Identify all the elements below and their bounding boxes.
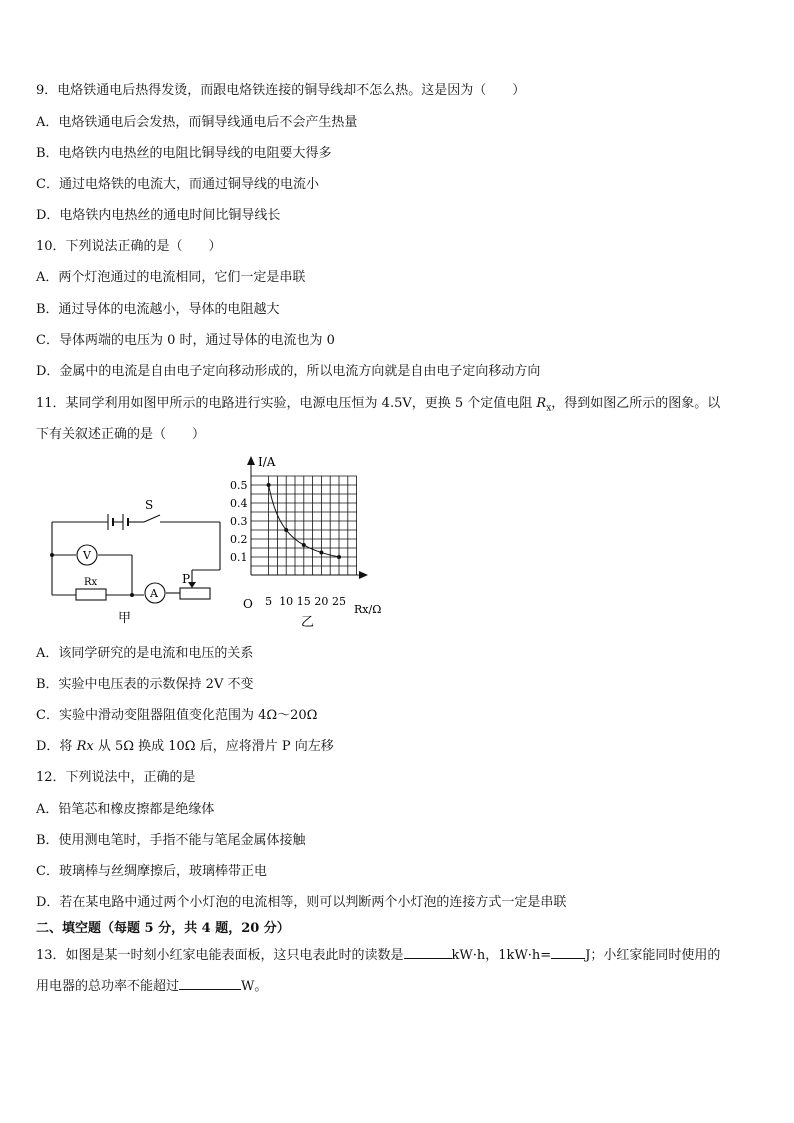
rheostat-icon (180, 588, 210, 599)
q13-line2-part2: W。 (241, 979, 268, 994)
q11-stem-r-subscript: x (546, 403, 552, 414)
q10-option-a: A．两个灯泡通过的电流相同，它们一定是串联 (36, 270, 306, 285)
junction-dot (130, 593, 134, 597)
x-tick-label: 15 (296, 595, 311, 608)
switch-blade (144, 515, 160, 522)
y-tick-label: 0.3 (230, 515, 248, 528)
q13-blank-2[interactable] (551, 946, 585, 959)
junction-dot (50, 553, 54, 557)
origin-label: O (243, 597, 253, 611)
q13-line1 (36, 946, 720, 965)
q10-option-b: B．通过导体的电流越小，导体的电阻越大 (36, 302, 280, 317)
ammeter-label: A (150, 587, 158, 600)
q13-blank-3[interactable] (179, 977, 241, 990)
x-tick-label: 25 (332, 595, 346, 608)
x-axis-label: Rx/Ω (354, 603, 382, 616)
q9-option-b: B．电烙铁内电热丝的电阻比铜导线的电阻要大得多 (36, 146, 332, 161)
x-axis-arrow-icon (359, 571, 368, 579)
q10-stem: 10．下列说法正确的是（ ） (36, 239, 222, 254)
q10-option-c: C．导体两端的电压为 0 时，通过导体的电流也为 0 (36, 333, 335, 348)
x-tick-label: 10 (279, 595, 294, 608)
x-tick-label: 20 (314, 595, 329, 608)
q9-option-a: A．电烙铁通电后会发热，而铜导线通电后不会产生热量 (36, 115, 358, 130)
q9-option-d: D．电烙铁内电热丝的通电时间比铜导线长 (36, 208, 281, 223)
q9-stem: 9．电烙铁通电后热得发烫，而跟电烙铁连接的铜导线却不怎么热。这是因为（ ） (36, 83, 526, 98)
y-axis-label: I/A (258, 455, 276, 469)
q12-stem: 12．下列说法中，正确的是 (36, 770, 196, 785)
q12-option-c: C．玻璃棒与丝绸摩擦后，玻璃棒带正电 (36, 864, 267, 879)
q11-stem-line2: 下有关叙述正确的是（ ） (36, 427, 206, 442)
q13-blank-1[interactable] (404, 946, 452, 959)
y-axis-arrow-icon (247, 456, 255, 465)
q11-stem-part1: 11．某同学利用如图甲所示的电路进行实验，电源电压恒为 4.5V，更换 5 个定值电阻 (36, 396, 537, 411)
y-tick-label: 0.1 (230, 551, 248, 564)
data-point (337, 555, 341, 559)
q10-option-d: D．金属中的电流是自由电子定向移动形成的，所以电流方向就是自由电子定向移动方向 (36, 364, 541, 379)
resistor-rx-label: Rx (84, 577, 98, 588)
q9-option-c: C．通过电烙铁的电流大，而通过铜导线的电流小 (36, 177, 319, 192)
q11-option-d (36, 738, 334, 756)
q11-option-a: A．该同学研究的是电流和电压的关系 (36, 646, 254, 661)
slider-label: P (182, 572, 191, 586)
data-point (302, 543, 306, 547)
q11-stem-r-symbol: R (536, 396, 547, 411)
y-tick-label: 0.5 (230, 479, 248, 492)
q11-option-d-part1: D．将 (36, 739, 77, 754)
data-point (319, 551, 323, 555)
q13-line1-part2: kW·h，1kW·h= (451, 948, 552, 963)
circuit-diagram (40, 492, 230, 632)
graph-caption: 乙 (301, 615, 315, 630)
x-tick-label: 5 (265, 595, 273, 608)
data-point (267, 483, 271, 487)
graph-i-vs-r (228, 450, 396, 632)
q11-option-d-part2: 从 5Ω 换成 10Ω 后，应将滑片 P 向左移 (93, 739, 334, 754)
q13-line1-part1: 13．如图是某一时刻小红家电能表面板，这只电表此时的读数是 (36, 948, 404, 963)
section-heading: 二、填空题（每题 5 分，共 4 题，20 分） (36, 921, 290, 936)
q13-line2 (36, 977, 267, 996)
data-point (284, 528, 288, 532)
q12-option-d: D．若在某电路中通过两个小灯泡的电流相等，则可以判断两个小灯泡的连接方式一定是串联 (36, 895, 567, 910)
q13-line2-part1: 用电器的总功率不能超过 (36, 979, 180, 994)
resistor-rx-icon (76, 589, 106, 600)
q13-line1-part3: J；小红家能同时使用的 (585, 948, 721, 963)
q11-option-d-r-symbol: Rx (76, 739, 94, 754)
q11-option-b: B．实验中电压表的示数保持 2V 不变 (36, 677, 254, 692)
q11-stem-part2: ，得到如图乙所示的图象。以 (551, 396, 721, 411)
circuit-caption: 甲 (118, 611, 132, 626)
q12-option-b: B．使用测电笔时，手指不能与笔尾金属体接触 (36, 833, 306, 848)
q11-option-c: C．实验中滑动变阻器阻值变化范围为 4Ω～20Ω (36, 708, 318, 723)
voltmeter-label: V (83, 549, 91, 562)
y-tick-label: 0.2 (230, 533, 248, 546)
q11-stem-line1 (36, 395, 720, 418)
switch-label: S (145, 498, 154, 512)
y-tick-label: 0.4 (230, 497, 248, 510)
q12-option-a: A．铅笔芯和橡皮擦都是绝缘体 (36, 802, 215, 817)
